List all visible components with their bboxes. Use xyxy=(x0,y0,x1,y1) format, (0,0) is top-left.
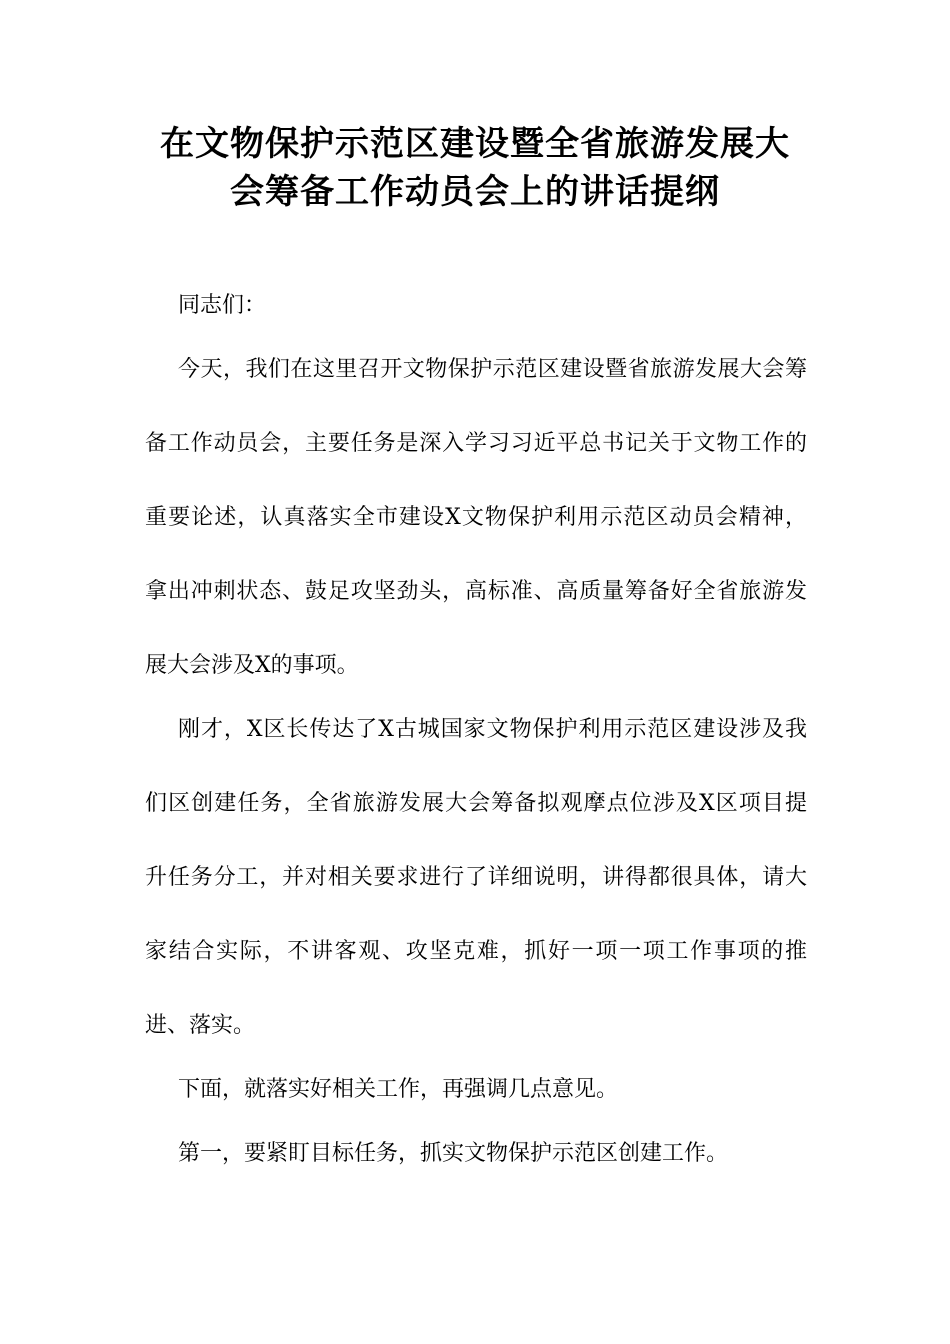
text-line: 备工作动员会，主要任务是深入学习习近平总书记关于文物工作的 xyxy=(145,431,807,456)
text-line: 同志们： xyxy=(178,293,267,318)
paragraph-transition xyxy=(145,1070,807,1144)
title-line: 在文物保护示范区建设暨全省旅游发展大 xyxy=(160,124,790,164)
text-line: 们区创建任务，全省旅游发展大会筹备拟观摩点位涉及X区项目提 xyxy=(145,791,807,816)
document-body xyxy=(145,286,807,1198)
title-line: 会筹备工作动员会上的讲话提纲 xyxy=(230,172,720,212)
paragraph-opening xyxy=(145,350,807,720)
text-line: 拿出冲刺状态、鼓足攻坚劲头，高标准、高质量筹备好全省旅游发 xyxy=(145,579,807,604)
text-line: 进、落实。 xyxy=(145,1013,256,1038)
text-line: 家结合实际，不讲客观、攻坚克难，抓好一项一项工作事项的推 xyxy=(145,939,807,964)
paragraph-salutation xyxy=(145,286,807,360)
text-line: 展大会涉及X的事项。 xyxy=(145,653,359,678)
paragraph-point-one xyxy=(145,1134,807,1208)
document-title xyxy=(0,120,950,216)
text-line: 下面，就落实好相关工作，再强调几点意见。 xyxy=(178,1077,619,1102)
text-line: 刚才，X区长传达了X古城国家文物保护利用示范区建设涉及我 xyxy=(178,717,807,742)
text-line: 重要论述，认真落实全市建设X文物保护利用示范区动员会精神， xyxy=(145,505,807,530)
text-line: 升任务分工，并对相关要求进行了详细说明，讲得都很具体，请大 xyxy=(145,865,807,890)
text-line: 第一，要紧盯目标任务，抓实文物保护示范区创建工作。 xyxy=(178,1141,729,1166)
paragraph-review xyxy=(145,710,807,1080)
text-line: 今天，我们在这里召开文物保护示范区建设暨省旅游发展大会筹 xyxy=(178,357,807,382)
